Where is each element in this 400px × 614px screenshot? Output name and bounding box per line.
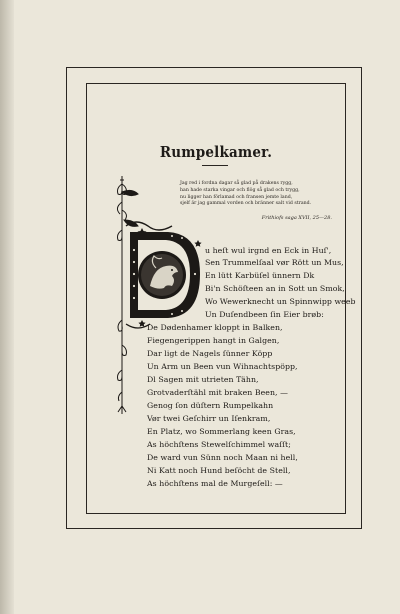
poem-line: Sen Trummelſaal vør Rött un Mus, — [205, 258, 344, 267]
epigraph — [180, 181, 350, 208]
epigraph-line: Jag red i fordna dagar så glad på drakens rygg, — [180, 181, 293, 186]
poem-line: u heſt wul irgnd en Eck in Huſ', — [205, 246, 332, 255]
poem-line: En lütt Karbüſel ünnern Dk — [205, 271, 315, 280]
poem-line: De ward vun Sünn noch Maan ni hell, — [147, 453, 298, 462]
poem-line: Wo Wewerknecht un Spinnwipp weeb — [205, 297, 356, 306]
poem-line: Bi'n Schöſteen an in Sott un Smok, — [205, 284, 345, 293]
poem-line: De Dødenhamer kloppt in Balken, — [147, 323, 283, 332]
poem-line: En Platz, wo Sommerlang keen Gras, — [147, 427, 296, 436]
poem-line: Un Duſendbeen ſin Eier brøb: — [205, 310, 324, 319]
poem-line: Genog ſon düſtern Rumpelkahn — [147, 401, 274, 410]
epigraph-source: Frithiofs saga XVII, 25—28. — [261, 215, 332, 221]
epigraph-line: han hade starka vingar och flög så glad och trygg, — [180, 187, 300, 193]
page-title: Rumpelkamer. — [159, 143, 273, 161]
poem-line: Vør twei Geſchirr un Iſenkram, — [147, 414, 271, 423]
epigraph-line: sjelf är jag gammal vorden och bränner salt vid strand. — [180, 201, 312, 207]
poem-line: As höchſtens mal de Murgeſell: — — [147, 479, 283, 488]
poem-line: Un Arm un Been vun Wihnachtspöpp, — [147, 362, 298, 371]
poem-line: Dar ligt de Nagels ſünner Köpp — [147, 349, 273, 358]
binding-shadow — [0, 0, 14, 614]
epigraph-line: nu ligger han förlamad och fransen jemte land, — [180, 194, 293, 200]
poem-line: Ni Katt noch Hund beſöcht de Stell, — [147, 466, 291, 475]
ornamental-initial — [112, 170, 204, 420]
drop-cap-letter — [126, 222, 202, 328]
title-rule — [202, 165, 228, 166]
poem-line: As höchſtens Stewelſchimmel waſſt; — [147, 440, 291, 449]
poem-line: Grotvaderſtähl mit braken Been, — — [147, 388, 288, 397]
poem-line: Dl Sagen mit utrieten Tähn, — [147, 375, 259, 384]
poem-line: Fiegengerippen hangt in Galgen, — [147, 336, 280, 345]
